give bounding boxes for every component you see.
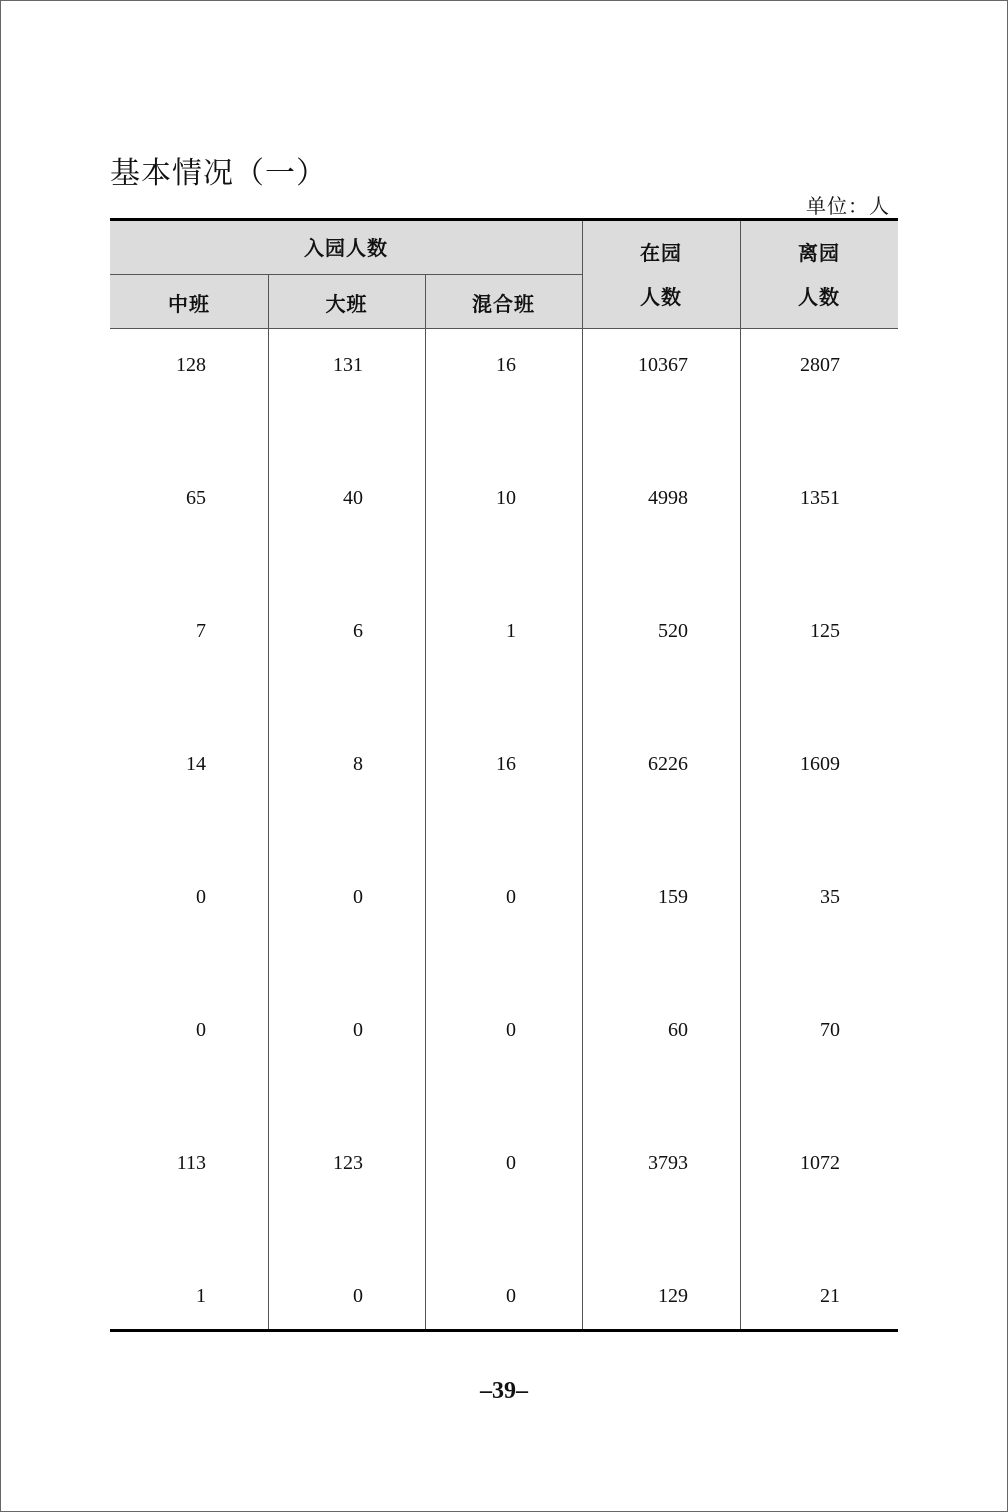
header-middle-class: 中班: [168, 292, 210, 316]
cell-enrolled: 159: [658, 886, 688, 908]
cell-middle: 65: [186, 487, 206, 509]
cell-departed: 21: [820, 1285, 840, 1307]
cell-middle: 1: [196, 1285, 206, 1307]
cell-large: 8: [353, 753, 363, 775]
cell-middle: 128: [176, 354, 206, 376]
cell-mixed: 0: [506, 1019, 516, 1041]
cell-mixed: 10: [496, 487, 516, 509]
cell-middle: 7: [196, 620, 206, 642]
cell-middle: 113: [176, 1152, 206, 1174]
header-enrolled: [582, 231, 740, 319]
header-admitted-group: 入园人数: [304, 236, 388, 260]
table-top-rule: [110, 218, 898, 221]
cell-departed: 2807: [800, 354, 840, 376]
header-enrolled-line1: 在园: [640, 241, 682, 265]
page-number: –39–: [480, 1378, 528, 1404]
header-enrolled-line2: 人数: [640, 285, 682, 309]
cell-large: 131: [333, 354, 363, 376]
cell-enrolled: 10367: [638, 354, 688, 376]
cell-departed: 35: [820, 886, 840, 908]
cell-mixed: 0: [506, 1152, 516, 1174]
header-departed-line2: 人数: [798, 285, 840, 309]
cell-large: 6: [353, 620, 363, 642]
cell-departed: 1609: [800, 753, 840, 775]
cell-enrolled: 3793: [648, 1152, 688, 1174]
cell-large: 0: [353, 1019, 363, 1041]
unit-label: 单位：人: [806, 194, 890, 218]
data-table: [110, 218, 898, 1332]
header-sub-rule: [110, 274, 582, 275]
cell-departed: 125: [810, 620, 840, 642]
page-title: 基本情况（一）: [110, 156, 327, 191]
header-large-class: 大班: [325, 292, 368, 316]
cell-middle: 0: [196, 1019, 206, 1041]
cell-mixed: 0: [506, 886, 516, 908]
cell-middle: 0: [196, 886, 206, 908]
cell-mixed: 1: [506, 620, 516, 642]
cell-mixed: 16: [496, 753, 516, 775]
cell-large: 0: [353, 1285, 363, 1307]
cell-departed: 1351: [800, 487, 840, 509]
cell-middle: 14: [186, 753, 206, 775]
cell-enrolled: 520: [658, 620, 688, 642]
cell-enrolled: 4998: [648, 487, 688, 509]
cell-large: 40: [343, 487, 363, 509]
table-bottom-rule: [110, 1329, 898, 1332]
cell-mixed: 0: [506, 1285, 516, 1307]
cell-large: 123: [333, 1152, 363, 1174]
header-departed: [740, 231, 898, 319]
cell-enrolled: 60: [668, 1019, 688, 1041]
cell-large: 0: [353, 886, 363, 908]
cell-departed: 70: [820, 1019, 840, 1041]
cell-enrolled: 129: [658, 1285, 688, 1307]
header-departed-line1: 离园: [798, 241, 840, 265]
header-mixed-class: 混合班: [472, 292, 535, 316]
cell-mixed: 16: [496, 354, 516, 376]
cell-departed: 1072: [800, 1152, 840, 1174]
cell-enrolled: 6226: [648, 753, 688, 775]
